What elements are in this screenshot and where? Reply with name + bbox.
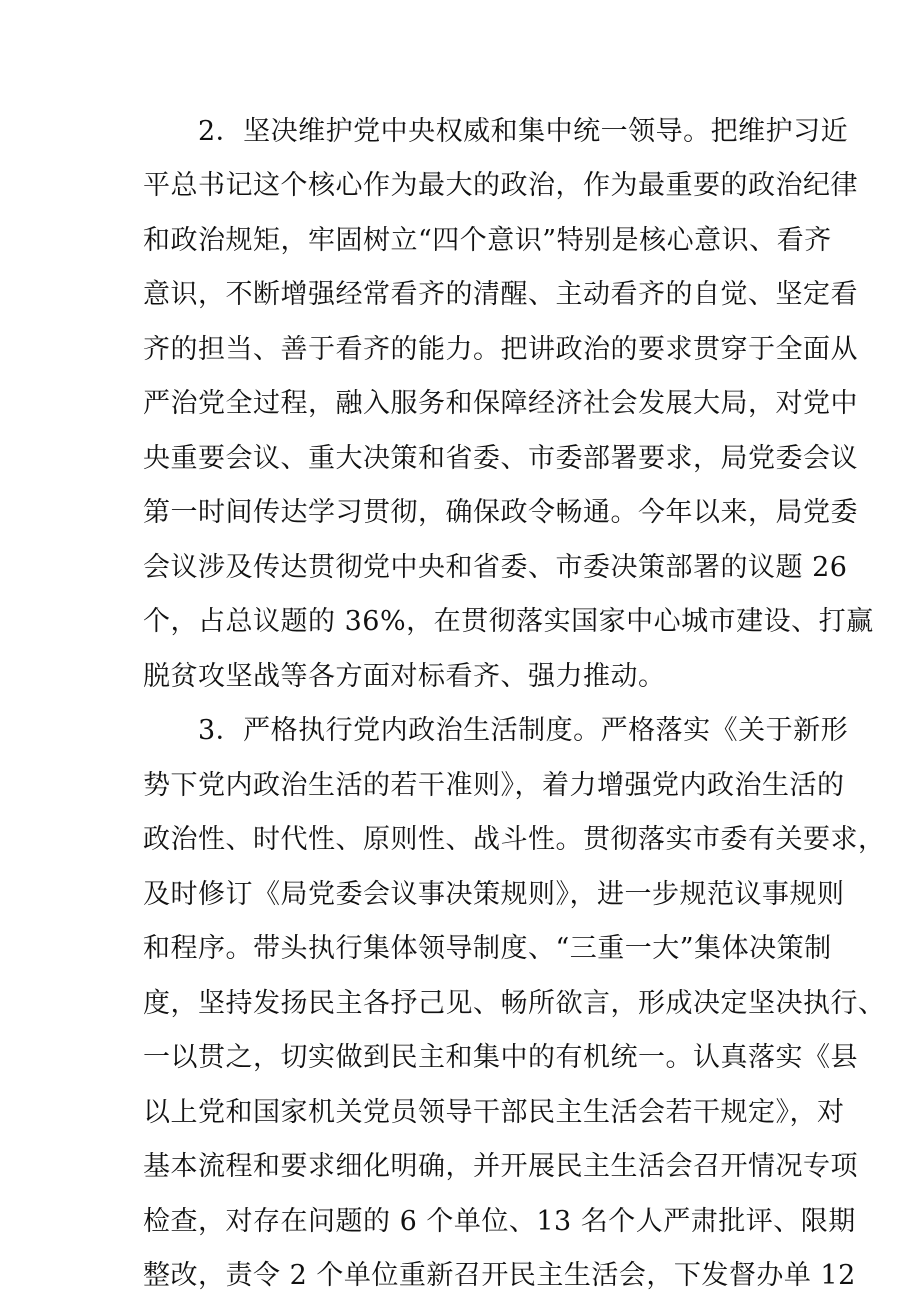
paragraph-1-line-5: 齐的担当、善于看齐的能力。把讲政治的要求贯穿于全面从	[143, 334, 858, 365]
paragraph-2-line-11: 整改，责令 2 个单位重新召开民主生活会，下发督办单 12	[143, 1260, 856, 1291]
paragraph-1-line-8: 第一时间传达学习贯彻，确保政令畅通。今年以来，局党委	[143, 497, 858, 528]
paragraph-2-line-2: 势下党内政治生活的若干准则》，着力增强党内政治生活的	[143, 770, 845, 801]
paragraph-1-line-9: 会议涉及传达贯彻党中央和省委、市委决策部署的议题 26	[143, 552, 848, 583]
paragraph-1-line-7: 央重要会议、重大决策和省委、市委部署要求，局党委会议	[143, 443, 858, 474]
paragraph-1-line-6: 严治党全过程，融入服务和保障经济社会发展大局，对党中	[143, 388, 858, 419]
paragraph-1-line-3: 和政治规矩，牢固树立“四个意识”特别是核心意识、看齐	[143, 225, 832, 256]
paragraph-2-line-8: 以上党和国家机关党员领导干部民主生活会若干规定》，对	[143, 1097, 845, 1128]
paragraph-2-line-5: 和程序。带头执行集体领导制度、“三重一大”集体决策制	[143, 933, 832, 964]
paragraph-1-line-1: 2．坚决维护党中央权威和集中统一领导。把维护习近	[198, 116, 849, 147]
paragraph-2-line-6: 度，坚持发扬民主各抒己见、畅所欲言，形成决定坚决执行、	[143, 988, 886, 1019]
paragraph-1-line-10: 个，占总议题的 36%，在贯彻落实国家中心城市建设、打赢	[143, 606, 874, 637]
paragraph-1-line-4: 意识，不断增强经常看齐的清醒、主动看齐的自觉、坚定看	[143, 279, 858, 310]
paragraph-1-line-2: 平总书记这个核心作为最大的政治，作为最重要的政治纪律	[143, 170, 858, 201]
paragraph-2-line-4: 及时修订《局党委会议事决策规则》，进一步规范议事规则	[143, 879, 845, 910]
paragraph-2-line-1: 3．严格执行党内政治生活制度。严格落实《关于新形	[198, 715, 849, 746]
paragraph-1-line-11: 脱贫攻坚战等各方面对标看齐、强力推动。	[143, 661, 666, 692]
paragraph-2-line-3: 政治性、时代性、原则性、战斗性。贯彻落实市委有关要求，	[143, 824, 886, 855]
paragraph-2-line-7: 一以贯之，切实做到民主和集中的有机统一。认真落实《县	[143, 1042, 858, 1073]
paragraph-2-line-10: 检查，对存在问题的 6 个单位、13 名个人严肃批评、限期	[143, 1206, 856, 1237]
paragraph-2-line-9: 基本流程和要求细化明确，并开展民主生活会召开情况专项	[143, 1151, 858, 1182]
